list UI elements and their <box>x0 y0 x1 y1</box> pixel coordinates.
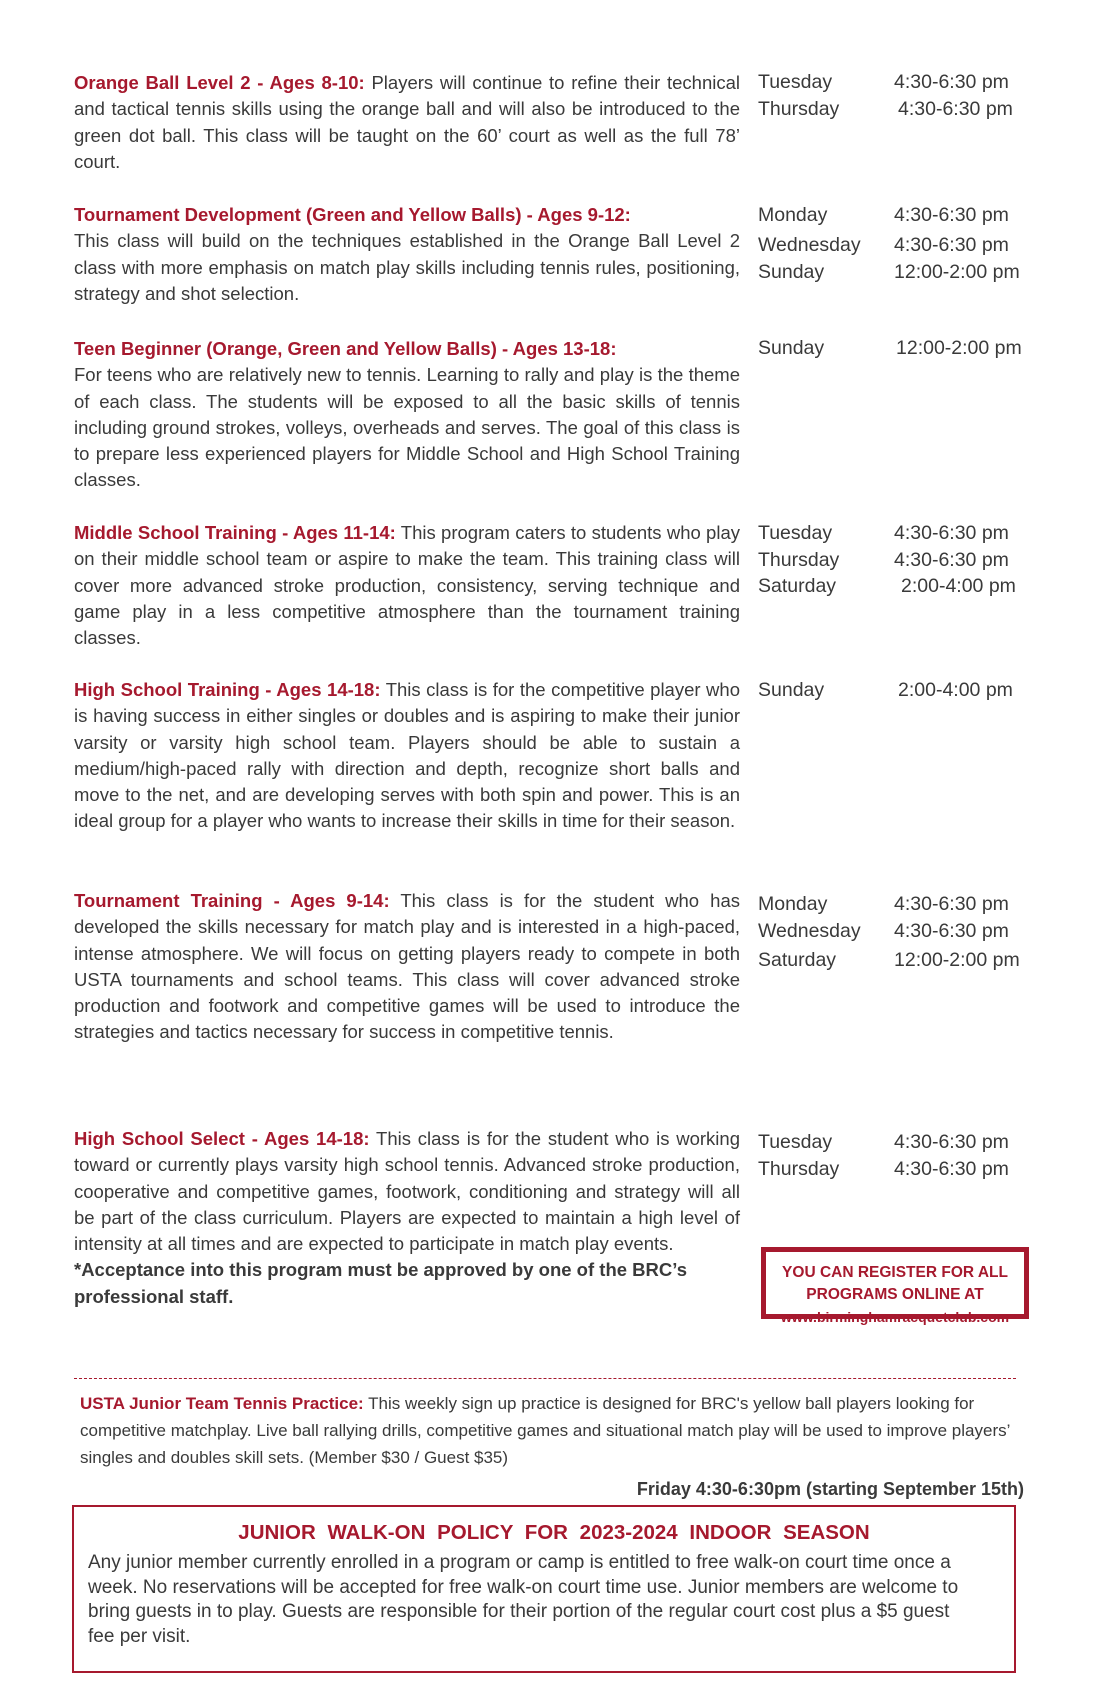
schedule-time: 4:30-6:30 pm <box>894 1157 1009 1180</box>
program-schedule <box>758 69 1048 122</box>
program-description: This program caters to students who play on their middle school team or aspire to make the team. This training class will cover more advanced stroke production, consistency, serving technique and game play in a less competitive atmosphere than the tournament training classes. <box>74 522 740 649</box>
usta-description: This weekly sign up practice is designed for BRC's yellow ball players looking for competitive matchplay. Live ball rallying drills, competitive games and situational match play will be used to improve players’ singles and doubles skill sets. (Member $30 / Guest $35) <box>80 1394 1010 1467</box>
schedule-row <box>758 259 1048 286</box>
program-schedule <box>758 677 1048 704</box>
program-middle-school-training <box>74 520 740 651</box>
program-schedule <box>758 202 1048 286</box>
program-description: For teens who are relatively new to tennis. Learning to rally and play is the theme of each class. The students will be exposed to all the basic skills of tennis including ground strokes, volleys, overheads and serves. The goal of this class is to prepare less experienced players for Middle School and High School Training classes. <box>74 364 740 491</box>
schedule-row <box>758 1156 1048 1183</box>
schedule-day: Wednesday <box>758 233 861 256</box>
program-orange-ball-level-2 <box>74 70 740 175</box>
section-divider <box>74 1378 1016 1379</box>
usta-title: USTA Junior Team Tennis Practice: <box>80 1394 364 1413</box>
schedule-day: Thursday <box>758 1157 840 1180</box>
schedule-row <box>758 918 1048 945</box>
schedule-row <box>758 520 1048 547</box>
schedule-row <box>758 677 1048 704</box>
schedule-time: 4:30-6:30 pm <box>894 522 1009 544</box>
schedule-day: Saturday <box>758 949 837 971</box>
program-description: This class is for the competitive player who is having success in either singles or doubles and is aspiring to make their junior varsity or varsity high school team. Players should be able to sustain a medium/high-paced rally with direction and depth, recognize short balls and move to the net, and are developing serves with both spin and power. This is an ideal group for a player who wants to increase their skills in time for their season. <box>74 679 740 832</box>
schedule-time: 2:00-4:00 pm <box>898 679 1013 701</box>
program-title: Teen Beginner (Orange, Green and Yellow Balls) - Ages 13-18: <box>74 338 617 359</box>
program-title: Middle School Training - Ages 11-14: <box>74 522 396 543</box>
schedule-row <box>758 96 1048 123</box>
schedule-row <box>758 547 1048 574</box>
schedule-day: Thursday <box>758 548 840 571</box>
schedule-time: 12:00-2:00 pm <box>896 337 1022 359</box>
schedule-time: 4:30-6:30 pm <box>894 1131 1009 1153</box>
schedule-day: Tuesday <box>758 522 833 544</box>
schedule-row <box>758 1129 1048 1156</box>
schedule-day: Sunday <box>758 679 825 701</box>
schedule-row <box>758 202 1048 229</box>
program-schedule <box>758 1129 1048 1182</box>
schedule-row <box>758 232 1048 259</box>
program-description: Players will continue to refine their technical and tactical tennis skills using the orange ball and will also be introduced to the green dot ball. This class will be taught on the 60’ court as well as the full 78’ court. <box>74 72 741 172</box>
program-schedule <box>758 520 1048 600</box>
policy-title: JUNIOR WALK-ON POLICY FOR 2023-2024 INDOOR SEASON <box>238 1521 870 1544</box>
schedule-time: 4:30-6:30 pm <box>894 893 1009 915</box>
schedule-time: 4:30-6:30 pm <box>894 919 1009 942</box>
program-high-school-select <box>74 1126 740 1310</box>
schedule-day: Tuesday <box>758 1131 833 1153</box>
schedule-day: Saturday <box>758 575 837 597</box>
program-teen-beginner <box>74 336 740 494</box>
schedule-day: Monday <box>758 893 828 915</box>
schedule-day: Sunday <box>758 261 825 283</box>
schedule-time: 4:30-6:30 pm <box>894 204 1009 226</box>
program-schedule <box>758 891 1048 974</box>
program-title: High School Training - Ages 14-18: <box>74 679 381 700</box>
program-schedule <box>758 335 1048 362</box>
schedule-time: 2:00-4:00 pm <box>901 575 1016 597</box>
program-tournament-training <box>74 888 740 1046</box>
schedule-row <box>758 947 1048 974</box>
schedule-day: Thursday <box>758 97 840 120</box>
acceptance-note: *Acceptance into this program must be approved by one of the BRC’s professional staff. <box>74 1259 687 1307</box>
schedule-time: 4:30-6:30 pm <box>894 548 1009 571</box>
register-url-link[interactable]: www.birminghamracquetclub.com <box>780 1309 1010 1325</box>
program-title: High School Select - Ages 14-18: <box>74 1128 370 1149</box>
walk-on-policy-box <box>72 1505 1016 1673</box>
usta-junior-team-tennis <box>80 1390 1030 1471</box>
program-tournament-development <box>74 202 740 307</box>
program-description: This class will build on the techniques established in the Orange Ball Level 2 class with more emphasis on match play skills including tennis rules, positioning, strategy and shot selection. <box>74 230 740 304</box>
schedule-row <box>758 573 1048 600</box>
program-title: Tournament Training - Ages 9-14: <box>74 890 390 911</box>
schedule-time: 4:30-6:30 pm <box>898 97 1013 120</box>
register-online-box <box>761 1247 1029 1325</box>
schedule-time: 4:30-6:30 pm <box>894 71 1009 93</box>
schedule-day: Wednesday <box>758 919 861 942</box>
program-title: Orange Ball Level 2 - Ages 8-10: <box>74 72 365 93</box>
schedule-day: Monday <box>758 204 828 226</box>
usta-schedule-time: Friday 4:30-6:30pm (starting September 15th) <box>636 1479 1024 1499</box>
program-description: This class is for the student who has developed the skills necessary for match play and is interested in a high-paced, intense atmosphere. We will focus on getting players ready to compete in both USTA tournaments and school teams. This class will cover advanced stroke production and footwork and competitive games will be used to introduce the strategies and tactics necessary for success in competitive tennis. <box>74 890 740 1043</box>
program-high-school-training <box>74 677 740 835</box>
schedule-time: 12:00-2:00 pm <box>894 949 1020 971</box>
schedule-time: 4:30-6:30 pm <box>894 233 1009 256</box>
register-line-2: PROGRAMS ONLINE AT <box>806 1286 984 1303</box>
program-description: This class is for the student who is working toward or currently plays varsity high school tennis. Advanced stroke production, cooperative and competitive games, footwork, conditioning and strategy will all be part of the class curriculum. Players are expected to maintain a high level of intensity at all times and are expected to participate in match play events. <box>74 1128 740 1255</box>
policy-text: Any junior member currently enrolled in a program or camp is entitled to free walk-on court time once a week. No reservations will be accepted for free walk-on court time use. Junior members are welcome to bring guests in to play. Guests are responsible for their portion of the regular court cost plus a $5 guest fee per visit. <box>88 1552 959 1647</box>
schedule-row <box>758 891 1048 918</box>
schedule-day: Tuesday <box>758 71 833 93</box>
schedule-day: Sunday <box>758 337 825 359</box>
program-title: Tournament Development (Green and Yellow Balls) - Ages 9-12: <box>74 204 631 225</box>
register-line-1: YOU CAN REGISTER FOR ALL <box>782 1264 1008 1281</box>
schedule-row <box>758 69 1048 96</box>
schedule-row <box>758 335 1048 362</box>
schedule-time: 12:00-2:00 pm <box>894 261 1020 283</box>
